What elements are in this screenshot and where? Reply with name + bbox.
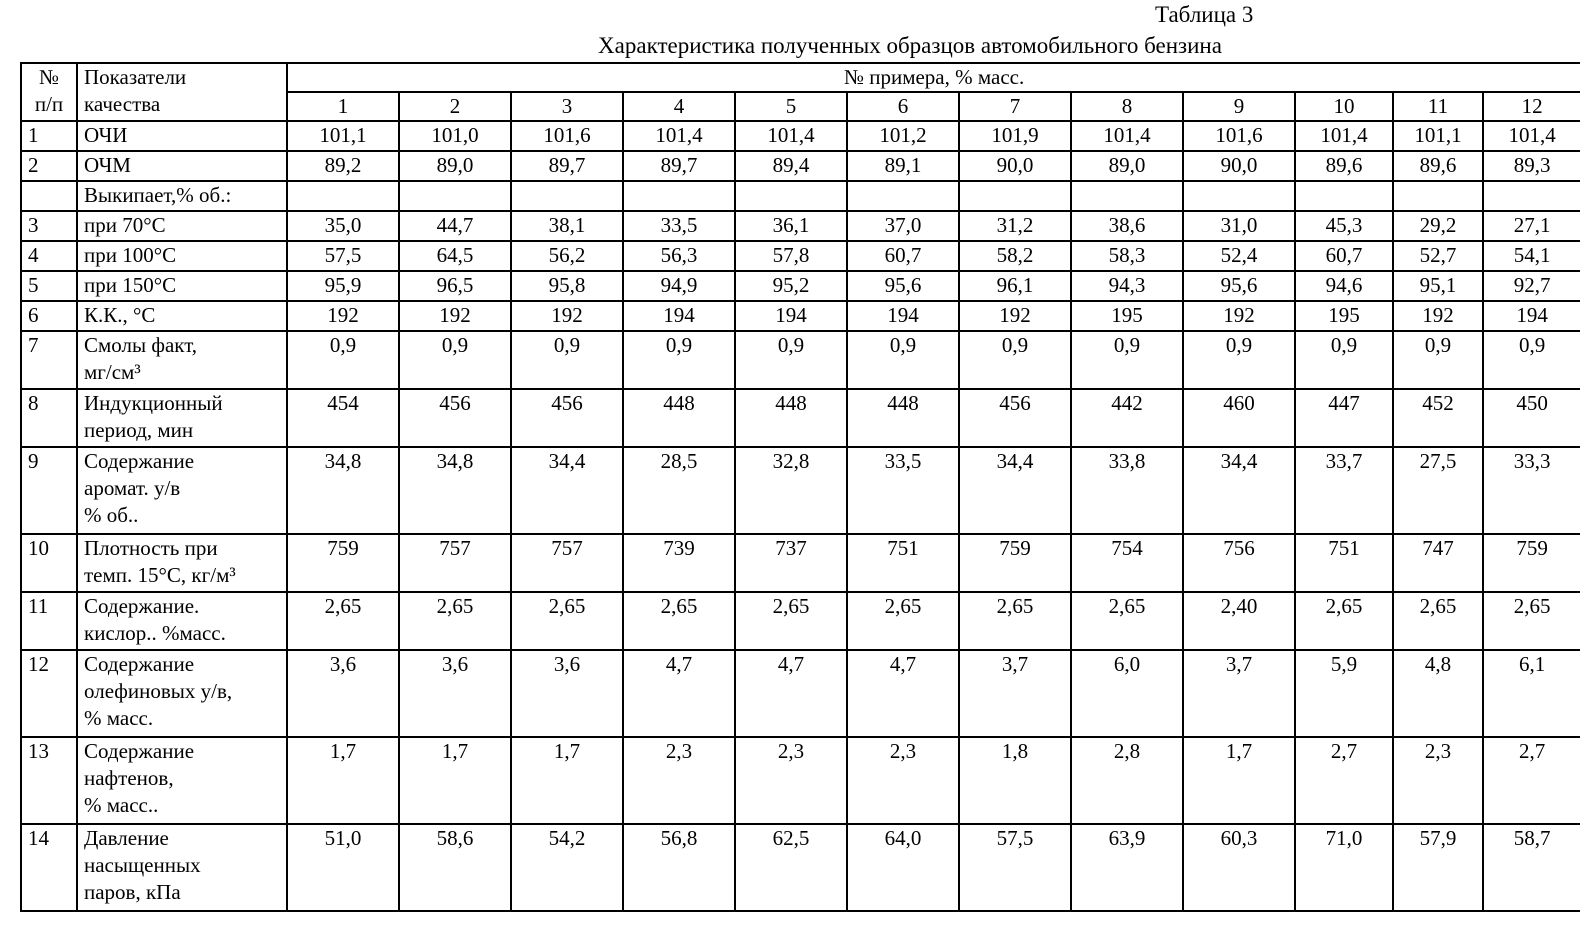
value-cell: 33,5 [847, 447, 959, 534]
value-cell: 54,1 [1483, 241, 1580, 271]
value-cell: 0,9 [1393, 331, 1483, 389]
header-example-cell: 5 [735, 92, 847, 121]
value-cell: 460 [1183, 389, 1295, 447]
value-cell: 1,7 [399, 737, 511, 824]
value-cell: 58,2 [959, 241, 1071, 271]
value-cell: 3,6 [287, 650, 399, 737]
value-cell: 456 [511, 389, 623, 447]
value-cell: 5,9 [1295, 650, 1393, 737]
indicator-name-line: темп. 15°C, кг/м³ [84, 563, 236, 587]
table-row [21, 592, 1580, 650]
value-cell: 747 [1393, 534, 1483, 592]
value-cell: 0,9 [399, 331, 511, 389]
indicator-name-line: ОЧИ [84, 123, 128, 147]
header-group-cell: № примера, % масс. [287, 63, 1580, 92]
row-number-cell: 6 [21, 301, 77, 331]
header-example-cell: 9 [1183, 92, 1295, 121]
indicator-name-cell [77, 447, 287, 534]
indicator-name-line: аромат. у/в [84, 476, 181, 500]
value-cell: 89,0 [399, 151, 511, 181]
row-number-cell: 14 [21, 824, 77, 911]
value-cell: 56,8 [623, 824, 735, 911]
value-cell: 101,6 [511, 121, 623, 151]
row-number-cell [21, 181, 77, 211]
value-cell: 95,6 [1183, 271, 1295, 301]
value-cell: 37,0 [847, 211, 959, 241]
value-cell: 1,7 [511, 737, 623, 824]
value-cell: 38,1 [511, 211, 623, 241]
value-cell: 62,5 [735, 824, 847, 911]
indicator-name-line: Содержание [84, 449, 195, 473]
row-number-cell: 11 [21, 592, 77, 650]
value-cell: 452 [1393, 389, 1483, 447]
value-cell: 34,8 [287, 447, 399, 534]
value-cell: 27,5 [1393, 447, 1483, 534]
table-row [21, 824, 1580, 911]
value-cell: 2,3 [735, 737, 847, 824]
value-cell: 192 [1183, 301, 1295, 331]
value-cell: 757 [511, 534, 623, 592]
value-cell: 89,7 [511, 151, 623, 181]
value-cell: 0,9 [1295, 331, 1393, 389]
value-cell: 192 [511, 301, 623, 331]
value-cell: 58,7 [1483, 824, 1580, 911]
value-cell [623, 181, 735, 211]
indicator-name-line: % об.. [84, 503, 139, 527]
table-row [21, 181, 1580, 211]
value-cell: 2,40 [1183, 592, 1295, 650]
header-example-cell: 8 [1071, 92, 1183, 121]
value-cell: 60,3 [1183, 824, 1295, 911]
value-cell: 737 [735, 534, 847, 592]
value-cell: 2,65 [399, 592, 511, 650]
header-example-cell: 2 [399, 92, 511, 121]
indicator-name-cell [77, 211, 287, 241]
header-example-cell: 1 [287, 92, 399, 121]
value-cell: 2,65 [735, 592, 847, 650]
value-cell: 95,1 [1393, 271, 1483, 301]
value-cell: 94,3 [1071, 271, 1183, 301]
value-cell: 101,4 [623, 121, 735, 151]
indicator-name-cell [77, 181, 287, 211]
value-cell: 101,1 [1393, 121, 1483, 151]
value-cell: 2,65 [847, 592, 959, 650]
value-cell: 2,65 [1071, 592, 1183, 650]
table-row [21, 389, 1580, 447]
value-cell: 194 [623, 301, 735, 331]
value-cell: 448 [623, 389, 735, 447]
header-example-cell: 10 [1295, 92, 1393, 121]
value-cell: 52,7 [1393, 241, 1483, 271]
indicator-name-line: Содержание [84, 739, 195, 763]
indicator-name-cell [77, 121, 287, 151]
value-cell: 759 [1483, 534, 1580, 592]
value-cell [287, 181, 399, 211]
value-cell: 28,5 [623, 447, 735, 534]
table-row [21, 737, 1580, 824]
row-number-cell: 12 [21, 650, 77, 737]
value-cell: 759 [287, 534, 399, 592]
value-cell: 759 [959, 534, 1071, 592]
value-cell: 57,8 [735, 241, 847, 271]
value-cell [735, 181, 847, 211]
value-cell: 0,9 [287, 331, 399, 389]
indicator-name-cell [77, 737, 287, 824]
value-cell: 96,1 [959, 271, 1071, 301]
value-cell: 92,7 [1483, 271, 1580, 301]
value-cell: 101,9 [959, 121, 1071, 151]
indicator-name-line: Давление [84, 826, 169, 850]
value-cell: 31,2 [959, 211, 1071, 241]
row-number-cell: 9 [21, 447, 77, 534]
row-number-cell: 8 [21, 389, 77, 447]
indicator-name-line: % масс. [84, 706, 154, 730]
indicator-name-line: паров, кПа [84, 880, 181, 904]
indicator-name-line: Индукционный [84, 391, 223, 415]
row-number-cell: 1 [21, 121, 77, 151]
indicator-name-line: % масс.. [84, 793, 159, 817]
header-example-cell: 11 [1393, 92, 1483, 121]
indicator-name-line: Выкипает,% об.: [84, 183, 232, 207]
table-row [21, 447, 1580, 534]
indicator-name-line: К.К., °C [84, 303, 156, 327]
value-cell: 89,3 [1483, 151, 1580, 181]
value-cell: 44,7 [399, 211, 511, 241]
indicator-name-cell [77, 271, 287, 301]
value-cell: 4,7 [735, 650, 847, 737]
value-cell: 101,6 [1183, 121, 1295, 151]
indicator-name-line: Смолы факт, [84, 333, 198, 357]
indicator-name-line: при 150°C [84, 273, 177, 297]
indicator-name-cell [77, 331, 287, 389]
value-cell: 2,3 [623, 737, 735, 824]
header-example-cell: 4 [623, 92, 735, 121]
value-cell: 6,1 [1483, 650, 1580, 737]
value-cell: 194 [735, 301, 847, 331]
indicator-name-cell [77, 241, 287, 271]
value-cell [959, 181, 1071, 211]
value-cell: 756 [1183, 534, 1295, 592]
value-cell: 101,4 [735, 121, 847, 151]
table-row [21, 121, 1580, 151]
indicator-name-line: нафтенов, [84, 766, 174, 790]
value-cell: 2,3 [1393, 737, 1483, 824]
indicator-name-line: при 100°C [84, 243, 177, 267]
value-cell: 35,0 [287, 211, 399, 241]
value-cell: 89,1 [847, 151, 959, 181]
header-num-cell: № п/п [21, 63, 77, 121]
value-cell: 3,6 [511, 650, 623, 737]
row-number-cell: 3 [21, 211, 77, 241]
table-row [21, 650, 1580, 737]
value-cell: 33,8 [1071, 447, 1183, 534]
indicator-name-line: при 70°C [84, 213, 166, 237]
gasoline-characteristics-table [20, 62, 1580, 912]
value-cell: 71,0 [1295, 824, 1393, 911]
value-cell: 57,5 [287, 241, 399, 271]
table-row [21, 271, 1580, 301]
value-cell: 2,65 [1295, 592, 1393, 650]
value-cell: 94,9 [623, 271, 735, 301]
value-cell: 757 [399, 534, 511, 592]
value-cell: 101,4 [1295, 121, 1393, 151]
value-cell: 2,3 [847, 737, 959, 824]
value-cell: 89,2 [287, 151, 399, 181]
header-example-cell: 7 [959, 92, 1071, 121]
value-cell: 32,8 [735, 447, 847, 534]
value-cell: 195 [1295, 301, 1393, 331]
value-cell: 57,9 [1393, 824, 1483, 911]
value-cell: 64,5 [399, 241, 511, 271]
header-example-cell: 12 [1483, 92, 1580, 121]
value-cell: 1,7 [1183, 737, 1295, 824]
value-cell: 95,6 [847, 271, 959, 301]
value-cell: 89,0 [1071, 151, 1183, 181]
value-cell: 34,4 [511, 447, 623, 534]
row-number-cell: 13 [21, 737, 77, 824]
value-cell: 101,1 [287, 121, 399, 151]
value-cell: 194 [847, 301, 959, 331]
value-cell: 751 [1295, 534, 1393, 592]
indicator-name-line: период, мин [84, 418, 194, 442]
value-cell: 56,3 [623, 241, 735, 271]
indicator-name-cell [77, 650, 287, 737]
indicator-name-line: ОЧМ [84, 153, 131, 177]
value-cell: 95,8 [511, 271, 623, 301]
indicator-name-cell [77, 592, 287, 650]
value-cell: 0,9 [623, 331, 735, 389]
value-cell: 95,9 [287, 271, 399, 301]
value-cell: 2,65 [1483, 592, 1580, 650]
value-cell: 2,65 [1393, 592, 1483, 650]
value-cell: 101,0 [399, 121, 511, 151]
value-cell: 2,8 [1071, 737, 1183, 824]
table-row [21, 301, 1580, 331]
value-cell: 51,0 [287, 824, 399, 911]
value-cell: 52,4 [1183, 241, 1295, 271]
value-cell: 0,9 [1071, 331, 1183, 389]
row-number-cell: 7 [21, 331, 77, 389]
value-cell: 4,7 [623, 650, 735, 737]
value-cell: 90,0 [1183, 151, 1295, 181]
value-cell: 454 [287, 389, 399, 447]
value-cell: 2,7 [1295, 737, 1393, 824]
indicator-name-line: насыщенных [84, 853, 201, 877]
value-cell: 739 [623, 534, 735, 592]
row-number-cell: 2 [21, 151, 77, 181]
value-cell: 192 [399, 301, 511, 331]
value-cell: 89,7 [623, 151, 735, 181]
row-number-cell: 5 [21, 271, 77, 301]
table-row [21, 534, 1580, 592]
indicator-name-cell [77, 824, 287, 911]
value-cell: 33,3 [1483, 447, 1580, 534]
indicator-name-line: олефиновых у/в, [84, 679, 233, 703]
header-example-cell: 6 [847, 92, 959, 121]
value-cell: 33,7 [1295, 447, 1393, 534]
value-cell: 442 [1071, 389, 1183, 447]
value-cell: 0,9 [847, 331, 959, 389]
indicator-name-line: Содержание. [84, 594, 200, 618]
value-cell: 3,7 [1183, 650, 1295, 737]
value-cell: 89,6 [1393, 151, 1483, 181]
value-cell: 1,8 [959, 737, 1071, 824]
value-cell: 192 [1393, 301, 1483, 331]
value-cell: 1,7 [287, 737, 399, 824]
value-cell: 448 [735, 389, 847, 447]
value-cell [847, 181, 959, 211]
header-name-cell: Показатели качества [77, 63, 287, 121]
value-cell: 27,1 [1483, 211, 1580, 241]
value-cell: 34,8 [399, 447, 511, 534]
value-cell: 58,3 [1071, 241, 1183, 271]
value-cell: 33,5 [623, 211, 735, 241]
value-cell: 60,7 [1295, 241, 1393, 271]
value-cell: 34,4 [959, 447, 1071, 534]
value-cell: 29,2 [1393, 211, 1483, 241]
value-cell: 447 [1295, 389, 1393, 447]
value-cell [1295, 181, 1393, 211]
table-row [21, 241, 1580, 271]
value-cell: 0,9 [735, 331, 847, 389]
value-cell: 94,6 [1295, 271, 1393, 301]
value-cell: 450 [1483, 389, 1580, 447]
header-row-1 [21, 63, 1580, 92]
value-cell: 54,2 [511, 824, 623, 911]
value-cell: 448 [847, 389, 959, 447]
value-cell: 31,0 [1183, 211, 1295, 241]
value-cell: 56,2 [511, 241, 623, 271]
value-cell: 754 [1071, 534, 1183, 592]
value-cell: 89,4 [735, 151, 847, 181]
value-cell: 194 [1483, 301, 1580, 331]
value-cell: 2,7 [1483, 737, 1580, 824]
value-cell: 64,0 [847, 824, 959, 911]
table-title: Характеристика полученных образцов автомобильного бензина [598, 33, 1222, 58]
indicator-name-line: кислор.. %масс. [84, 621, 226, 645]
value-cell: 95,2 [735, 271, 847, 301]
value-cell: 2,65 [623, 592, 735, 650]
indicator-name-cell [77, 301, 287, 331]
value-cell [399, 181, 511, 211]
value-cell: 0,9 [959, 331, 1071, 389]
value-cell: 6,0 [1071, 650, 1183, 737]
row-number-cell: 10 [21, 534, 77, 592]
value-cell: 3,7 [959, 650, 1071, 737]
value-cell: 456 [399, 389, 511, 447]
indicator-name-line: Плотность при [84, 536, 218, 560]
value-cell: 34,4 [1183, 447, 1295, 534]
value-cell: 89,6 [1295, 151, 1393, 181]
value-cell: 38,6 [1071, 211, 1183, 241]
value-cell: 2,65 [287, 592, 399, 650]
value-cell: 751 [847, 534, 959, 592]
value-cell: 0,9 [1183, 331, 1295, 389]
indicator-name-cell [77, 151, 287, 181]
value-cell: 101,4 [1483, 121, 1580, 151]
header-example-cell: 3 [511, 92, 623, 121]
value-cell: 0,9 [511, 331, 623, 389]
value-cell [511, 181, 623, 211]
indicator-name-line: Содержание [84, 652, 195, 676]
value-cell: 192 [959, 301, 1071, 331]
value-cell: 2,65 [511, 592, 623, 650]
row-number-cell: 4 [21, 241, 77, 271]
value-cell: 60,7 [847, 241, 959, 271]
value-cell: 3,6 [399, 650, 511, 737]
value-cell: 4,8 [1393, 650, 1483, 737]
indicator-name-cell [77, 534, 287, 592]
value-cell: 195 [1071, 301, 1183, 331]
value-cell: 90,0 [959, 151, 1071, 181]
table-label: Таблица 3 [1155, 2, 1254, 27]
value-cell [1393, 181, 1483, 211]
value-cell: 192 [287, 301, 399, 331]
table-row [21, 211, 1580, 241]
value-cell: 101,4 [1071, 121, 1183, 151]
value-cell [1183, 181, 1295, 211]
value-cell: 36,1 [735, 211, 847, 241]
table-row [21, 151, 1580, 181]
value-cell [1071, 181, 1183, 211]
value-cell: 96,5 [399, 271, 511, 301]
indicator-name-cell [77, 389, 287, 447]
value-cell: 45,3 [1295, 211, 1393, 241]
value-cell: 0,9 [1483, 331, 1580, 389]
indicator-name-line: мг/см³ [84, 360, 141, 384]
value-cell: 456 [959, 389, 1071, 447]
value-cell: 2,65 [959, 592, 1071, 650]
table-row [21, 331, 1580, 389]
value-cell: 4,7 [847, 650, 959, 737]
value-cell: 101,2 [847, 121, 959, 151]
value-cell: 57,5 [959, 824, 1071, 911]
value-cell: 63,9 [1071, 824, 1183, 911]
value-cell [1483, 181, 1580, 211]
value-cell: 58,6 [399, 824, 511, 911]
